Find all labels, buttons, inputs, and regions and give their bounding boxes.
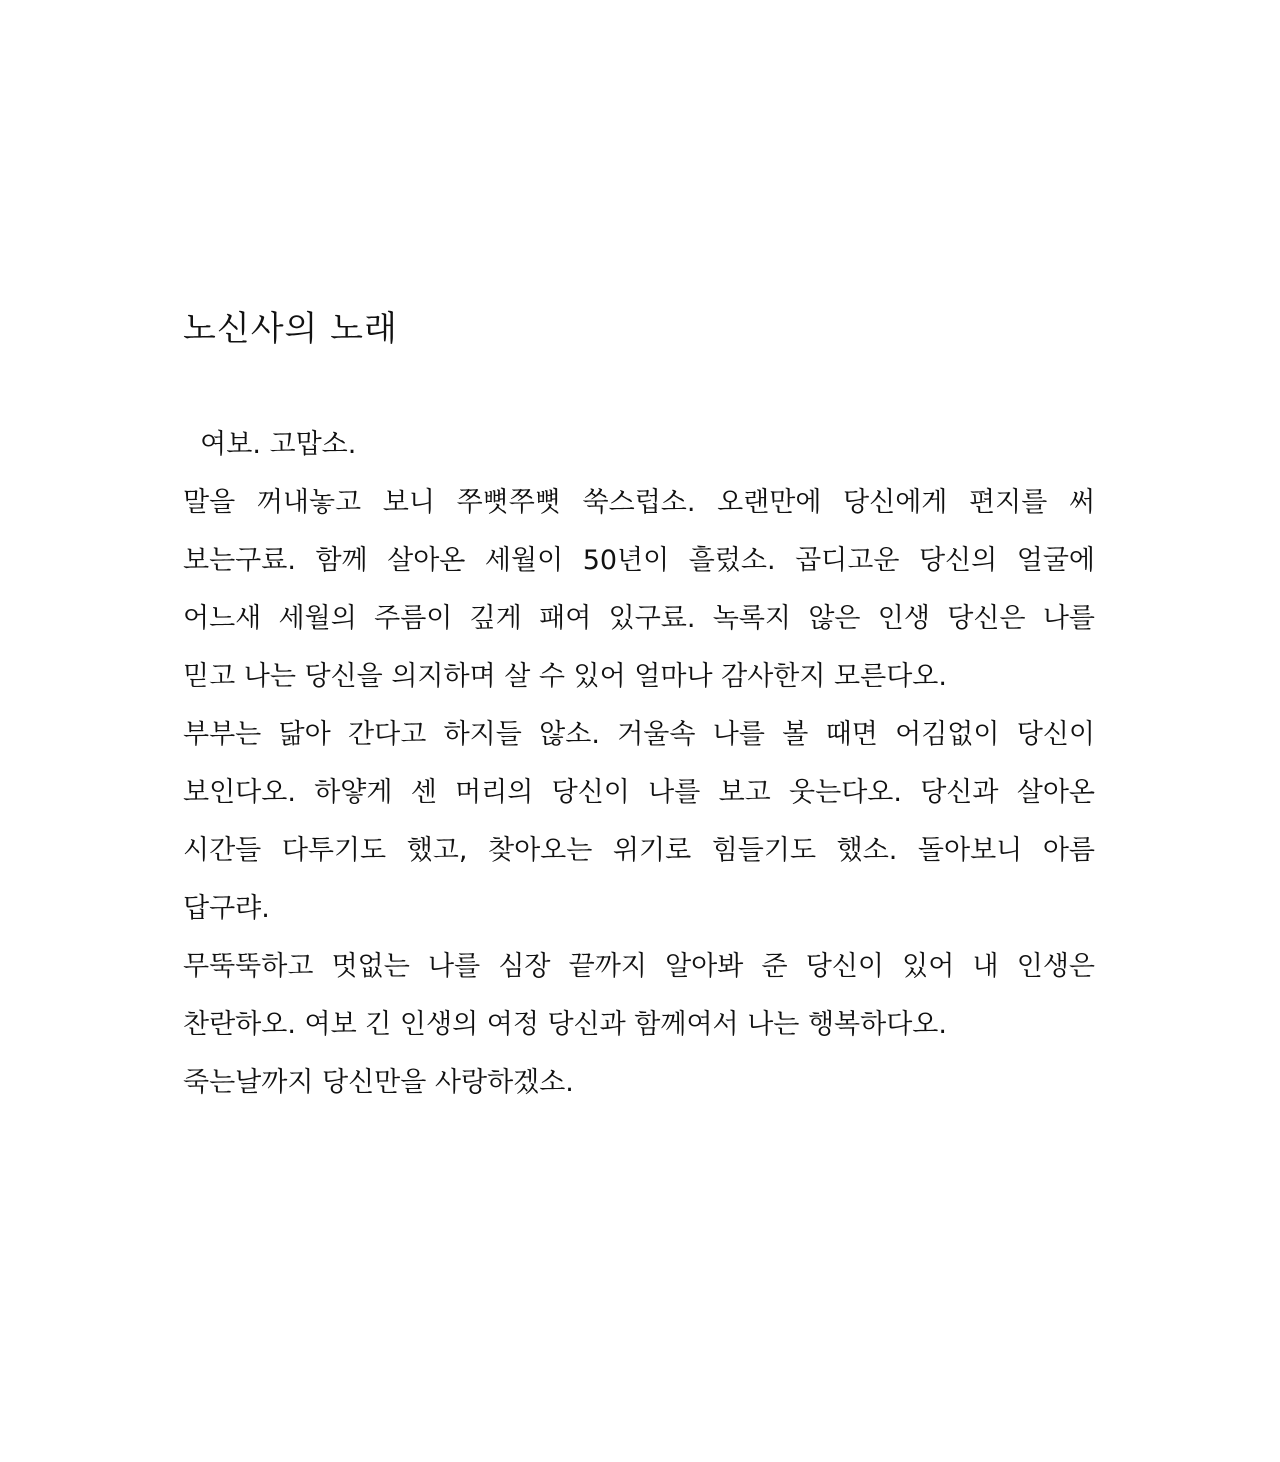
letter-line: 찬란하오. 여보 긴 인생의 여정 당신과 함께여서 나는 행복하다오. (183, 1009, 947, 1040)
letter-line: 부부는 닮아 간다고 하지들 않소. 거울속 나를 볼 때면 어김없이 당신이 (183, 719, 1095, 750)
letter-line: 믿고 나는 당신을 의지하며 살 수 있어 얼마나 감사한지 모른다오. (183, 661, 947, 692)
letter-line: 말을 꺼내놓고 보니 쭈뼛쭈뼛 쑥스럽소. 오랜만에 당신에게 편지를 써 (183, 487, 1095, 518)
letter-line: 시간들 다투기도 했고, 찾아오는 위기로 힘들기도 했소. 돌아보니 아름 (183, 835, 1095, 866)
letter-line: 무뚝뚝하고 멋없는 나를 심장 끝까지 알아봐 준 당신이 있어 내 인생은 (183, 951, 1095, 982)
letter-line: 여보. 고맙소. (183, 429, 357, 460)
letter-line: 보인다오. 하얗게 센 머리의 당신이 나를 보고 웃는다오. 당신과 살아온 (183, 777, 1095, 808)
letter-line: 답구랴. (183, 893, 270, 924)
letter-line: 죽는날까지 당신만을 사랑하겠소. (183, 1067, 574, 1098)
letter-body (183, 416, 1095, 1112)
document-title: 노신사의 노래 (183, 309, 398, 349)
letter-line: 보는구료. 함께 살아온 세월이 50년이 흘렀소. 곱디고운 당신의 얼굴에 (183, 545, 1095, 576)
letter-line: 어느새 세월의 주름이 깊게 패여 있구료. 녹록지 않은 인생 당신은 나를 (183, 603, 1095, 634)
